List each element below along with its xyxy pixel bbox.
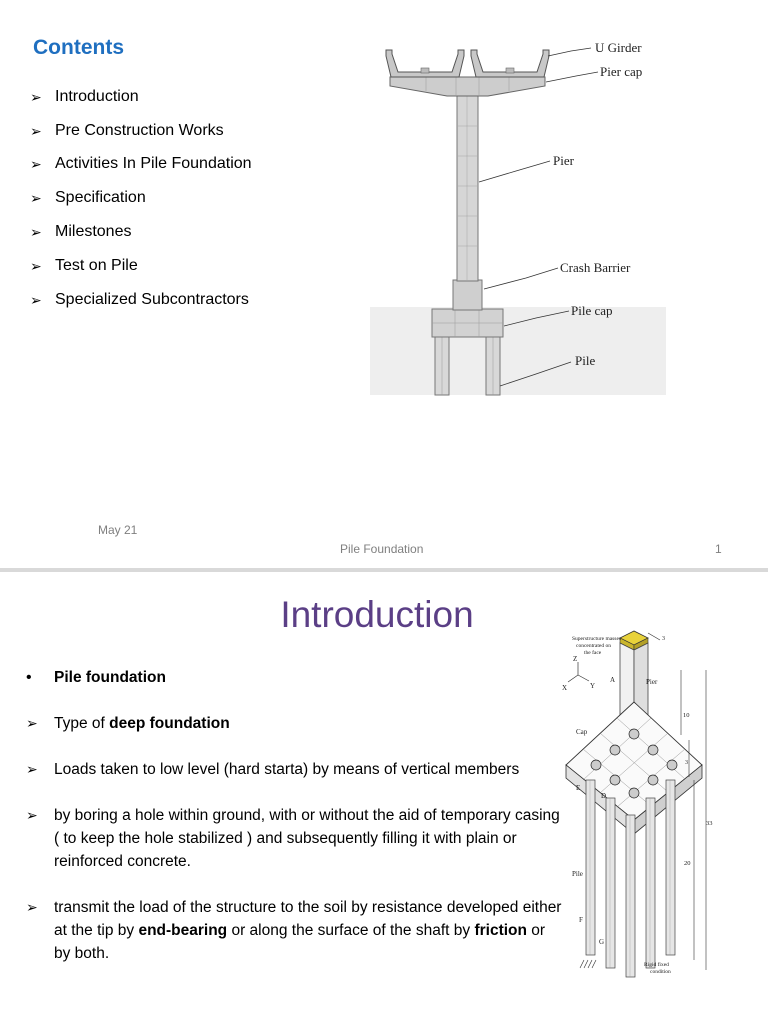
contents-item-label: Milestones xyxy=(55,223,132,241)
bullet-text-bold: friction xyxy=(474,922,527,939)
label-rigid-fixed-1: Rigid fixed xyxy=(644,962,669,968)
slide-introduction xyxy=(0,572,768,1024)
label-superstructure-3: the face xyxy=(584,650,602,656)
contents-item xyxy=(30,283,252,317)
bullet-text-bold: deep foundation xyxy=(109,715,230,732)
label-superstructure-2: concentrated on xyxy=(576,643,611,649)
bullet-text-bold: Pile foundation xyxy=(54,669,166,686)
footer-date: May 21 xyxy=(98,523,138,537)
bullet-item xyxy=(26,666,564,689)
label-dim-10: 10 xyxy=(683,712,690,719)
bullet-text-run: or by both. xyxy=(54,922,546,962)
label-superstructure-1: Superstructure masses xyxy=(572,636,622,642)
pier-column xyxy=(457,96,478,281)
bullet-item xyxy=(26,758,564,781)
label-pile-cap: Pile cap xyxy=(571,303,613,318)
label-d: D xyxy=(601,792,607,800)
crash-barrier-block xyxy=(453,280,482,310)
label-rigid-fixed-2: condition xyxy=(650,969,671,975)
arrowhead-bullet-icon: ➢ xyxy=(26,761,38,777)
label-axis-y: Y xyxy=(590,682,596,690)
contents-item xyxy=(30,181,252,215)
contents-item-label: Pre Construction Works xyxy=(55,121,224,139)
contents-item-label: Test on Pile xyxy=(55,256,138,274)
label-dim-33: 33 xyxy=(706,820,713,827)
arrowhead-bullet-icon: ➢ xyxy=(30,257,42,274)
label-pile-2: Pile xyxy=(572,870,583,878)
bullet-text-run: or along the surface of the shaft by xyxy=(227,922,475,939)
bullet-text-run: Type of xyxy=(54,715,110,732)
bullet-text-run: transmit the load of the structure to the soil by resistance developed either at the tip by xyxy=(54,899,562,939)
footer-title: Pile Foundation xyxy=(340,542,424,556)
bullet-text xyxy=(54,896,564,965)
label-pier: Pier xyxy=(553,153,574,168)
footer-page-number: 1 xyxy=(715,542,722,556)
slide-title: Introduction xyxy=(280,594,474,635)
introduction-bullets xyxy=(26,666,564,965)
label-f: F xyxy=(579,916,583,924)
arrowhead-bullet-icon: ➢ xyxy=(30,190,42,207)
arrowhead-bullet-icon: ➢ xyxy=(30,224,42,241)
bullet-text xyxy=(54,666,564,689)
arrowhead-bullet-icon: ➢ xyxy=(30,156,42,173)
ground-area xyxy=(370,307,666,395)
label-dim-3-mid: 3 xyxy=(685,760,688,766)
label-dim-3-top: 3 xyxy=(662,636,665,642)
label-u-girder: U Girder xyxy=(595,40,642,55)
bullet-text xyxy=(54,712,564,735)
label-axis-z: Z xyxy=(573,655,578,663)
contents-item xyxy=(30,114,252,148)
bullet-text-run: by boring a hole within ground, with or without the aid of temporary casing ( to keep the hole stabilized ) and subsequently filling it with plain or reinforced concrete. xyxy=(54,807,560,870)
contents-item-label: Activities In Pile Foundation xyxy=(55,155,252,173)
label-axis-x: X xyxy=(562,684,568,692)
bullet-text-bold: end-bearing xyxy=(138,922,228,939)
contents-item-label: Introduction xyxy=(55,87,139,105)
label-e: E xyxy=(576,784,581,792)
arrowhead-bullet-icon: ➢ xyxy=(26,899,38,915)
pier-cap-shape xyxy=(390,77,545,96)
arrowhead-bullet-icon: ➢ xyxy=(30,88,42,105)
label-pier-2: Pier xyxy=(646,678,658,686)
arrowhead-bullet-icon: ➢ xyxy=(30,291,42,308)
bullet-text xyxy=(54,804,564,873)
label-pier-cap: Pier cap xyxy=(600,64,643,79)
contents-item-label: Specification xyxy=(55,189,146,207)
contents-title: Contents xyxy=(33,36,124,59)
contents-item xyxy=(30,249,252,283)
label-dim-20: 20 xyxy=(684,860,691,867)
bullet-dot-icon: • xyxy=(26,669,32,686)
bullet-text-run: Loads taken to low level (hard starta) by means of vertical members xyxy=(54,761,520,778)
contents-item xyxy=(30,215,252,249)
label-cap: Cap xyxy=(576,728,588,736)
label-crash-barrier: Crash Barrier xyxy=(560,260,631,275)
arrowhead-bullet-icon: ➢ xyxy=(30,122,42,139)
bullet-item xyxy=(26,896,564,965)
arrowhead-bullet-icon: ➢ xyxy=(26,715,38,731)
label-pile: Pile xyxy=(575,353,596,368)
bullet-item xyxy=(26,712,564,735)
bullet-item xyxy=(26,804,564,873)
pier-structure-figure xyxy=(366,36,666,398)
pile-group-figure xyxy=(556,630,718,990)
arrowhead-bullet-icon: ➢ xyxy=(26,807,38,823)
bullet-text xyxy=(54,758,564,781)
contents-item xyxy=(30,148,252,182)
label-g: G xyxy=(599,938,605,946)
contents-item-label: Specialized Subcontractors xyxy=(55,290,249,308)
label-a: A xyxy=(610,676,616,684)
contents-list xyxy=(30,80,252,317)
contents-item xyxy=(30,80,252,114)
